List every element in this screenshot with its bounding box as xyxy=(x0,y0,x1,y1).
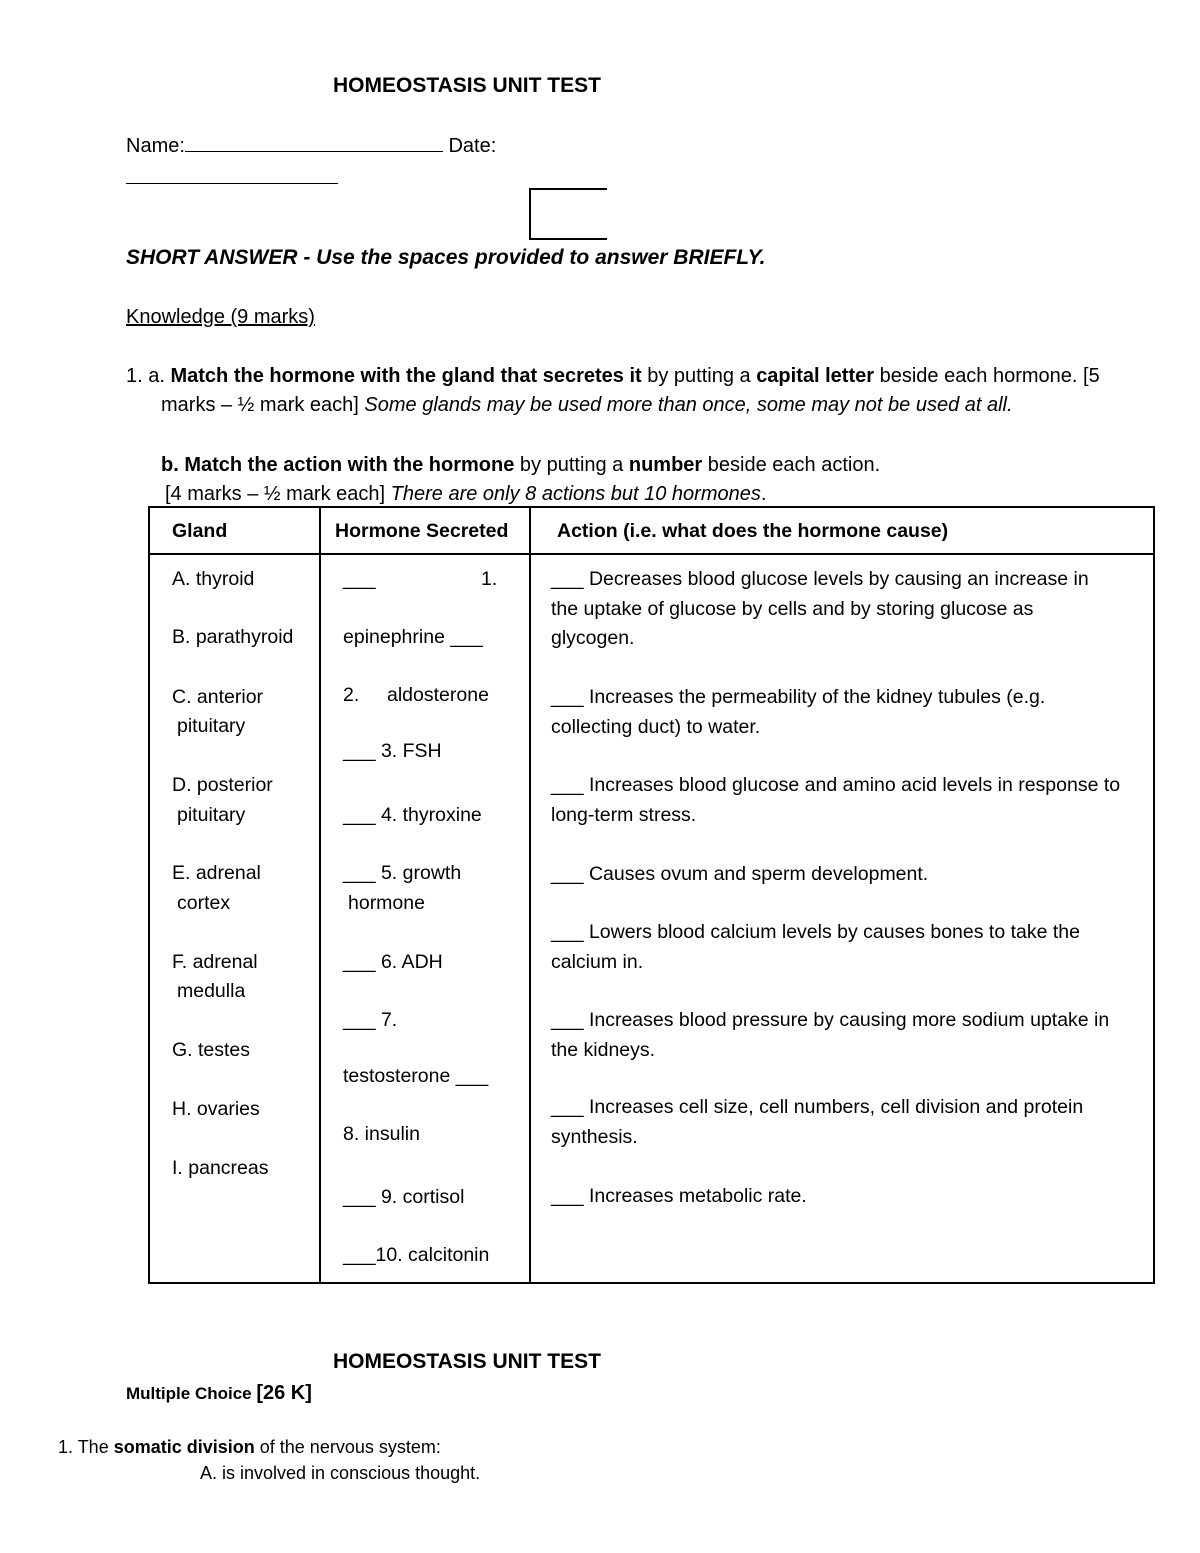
date-field[interactable] xyxy=(126,183,338,184)
gland-f: F. adrenal xyxy=(172,951,258,973)
q1a-prefix: 1. a. xyxy=(126,365,171,387)
mc-q1-option-a[interactable]: A. is involved in conscious thought. xyxy=(200,1463,481,1483)
date-label: Date: xyxy=(448,135,497,157)
hormone-blank-1[interactable]: ___ xyxy=(343,568,376,590)
mc-title: HOMEOSTASIS UNIT TEST xyxy=(333,1350,601,1373)
action-2[interactable]: ___ Increases the permeability of the kidney tubules (e.g. collecting duct) to water. xyxy=(551,686,1046,738)
gland-i: I. pancreas xyxy=(172,1157,269,1179)
gland-d: D. posterior xyxy=(172,774,273,796)
q1b-bold2: number xyxy=(628,454,703,476)
mc-q1-b: of the nervous system: xyxy=(254,1437,441,1457)
table-header-row xyxy=(149,507,1154,554)
instructions: SHORT ANSWER - Use the spaces provided to answer BRIEFLY. xyxy=(126,246,766,269)
gland-e: E. adrenal xyxy=(172,862,261,884)
hormone-column xyxy=(320,554,530,1283)
q1b-bold1: b. Match the action with the hormone xyxy=(161,454,515,476)
gland-column xyxy=(149,554,320,1283)
action-3[interactable]: ___ Increases blood glucose and amino acid levels in response to long-term stress. xyxy=(551,774,1121,826)
action-1[interactable]: ___ Decreases blood glucose levels by causing an increase in the uptake of glucose by cells and by storing glucose as glycogen. xyxy=(551,568,1089,649)
name-field[interactable] xyxy=(185,133,443,152)
mc-subtitle-label: Multiple Choice xyxy=(126,1384,257,1403)
hormone-3[interactable]: ___ 3. FSH xyxy=(343,740,442,762)
hormone-1-number: 1. xyxy=(481,568,498,590)
section-heading: Knowledge (9 marks) xyxy=(126,306,315,328)
q1b-text1: by putting a xyxy=(514,454,629,476)
question-1b xyxy=(161,451,1121,480)
mc-question-1 xyxy=(58,1437,441,1458)
header-hormone: Hormone Secreted xyxy=(320,507,530,554)
hormone-6[interactable]: ___ 6. ADH xyxy=(343,951,443,973)
hormone-1[interactable]: epinephrine ___ xyxy=(343,626,483,648)
hormone-9[interactable]: ___ 9. cortisol xyxy=(343,1186,465,1208)
name-date-row xyxy=(126,133,496,158)
hormone-7-2[interactable]: testosterone ___ xyxy=(343,1065,489,1087)
gland-c: C. anterior xyxy=(172,686,264,708)
action-8[interactable]: ___ Increases metabolic rate. xyxy=(551,1185,807,1207)
hormone-4[interactable]: ___ 4. thyroxine xyxy=(343,804,482,826)
gland-a: A. thyroid xyxy=(172,568,255,590)
q1a-bold1: Match the hormone with the gland that secretes it xyxy=(170,365,642,387)
q1a-text1: by putting a xyxy=(641,365,757,387)
gland-g: G. testes xyxy=(172,1039,251,1061)
mc-subtitle-marks: [26 K] xyxy=(256,1382,312,1404)
action-4[interactable]: ___ Causes ovum and sperm development. xyxy=(551,863,929,885)
mc-q1-a: 1. The xyxy=(58,1437,114,1457)
hormone-2-number: 2. xyxy=(343,684,360,706)
hormone-2: aldosterone xyxy=(387,684,489,706)
gland-d-2: pituitary xyxy=(177,804,246,826)
mark-box xyxy=(529,188,607,240)
hormone-5-2: hormone xyxy=(348,892,425,914)
q1b-line2: [4 marks – ½ mark each] xyxy=(165,483,391,505)
mc-q1-bold: somatic division xyxy=(113,1437,255,1457)
action-column xyxy=(530,554,1154,1283)
matching-table xyxy=(148,506,1155,1284)
hormone-10[interactable]: ___10. calcitonin xyxy=(343,1244,490,1266)
q1a-italic: Some glands may be used more than once, some may not be used at all. xyxy=(364,394,1013,416)
q1a-text2: beside each hormone. [5 marks – ½ mark each] xyxy=(161,365,1100,416)
hormone-8: 8. insulin xyxy=(343,1123,420,1145)
header-action: Action (i.e. what does the hormone cause) xyxy=(530,507,1154,554)
page-title: HOMEOSTASIS UNIT TEST xyxy=(333,74,601,97)
hormone-5[interactable]: ___ 5. growth xyxy=(343,862,462,884)
gland-e-2: cortex xyxy=(177,892,231,914)
action-6[interactable]: ___ Increases blood pressure by causing more sodium uptake in the kidneys. xyxy=(551,1009,1110,1061)
header-gland: Gland xyxy=(149,507,320,554)
q1b-text2: beside each action. xyxy=(702,454,881,476)
q1a-bold2: capital letter xyxy=(756,365,875,387)
q1b-end: . xyxy=(760,483,767,505)
mc-subtitle xyxy=(126,1382,312,1405)
q1b-italic: There are only 8 actions but 10 hormones xyxy=(390,483,761,505)
question-1b-line2 xyxy=(165,480,766,509)
gland-h: H. ovaries xyxy=(172,1098,260,1120)
action-5[interactable]: ___ Lowers blood calcium levels by causes bones to take the calcium in. xyxy=(551,921,1080,973)
action-7[interactable]: ___ Increases cell size, cell numbers, cell division and protein synthesis. xyxy=(551,1096,1084,1148)
gland-b: B. parathyroid xyxy=(172,626,294,648)
gland-c-2: pituitary xyxy=(177,715,246,737)
question-1a xyxy=(126,362,1106,420)
hormone-7[interactable]: ___ 7. xyxy=(343,1009,398,1031)
name-label: Name: xyxy=(126,135,185,157)
gland-f-2: medulla xyxy=(177,980,246,1002)
